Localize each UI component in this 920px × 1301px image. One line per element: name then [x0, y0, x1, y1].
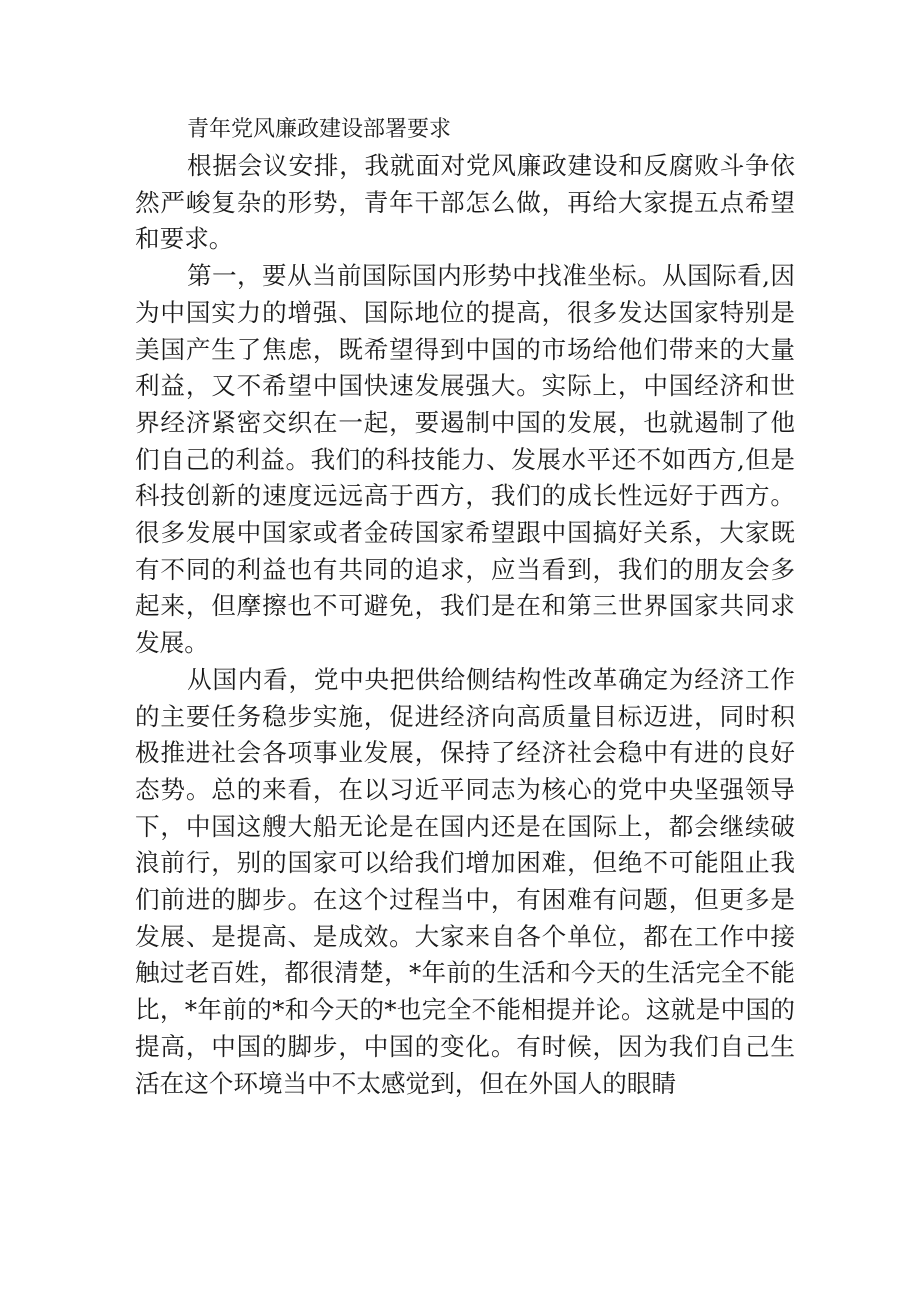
paragraph-international: 第一，要从当前国际国内形势中找准坐标。从国际看,因为中国实力的增强、国际地位的提高，很多发达国家特别是美国产生了焦虑，既希望得到中国的市场给他们带来的大量利益，又不希望中国快速发展强大。实际上，中国经济和世界经济紧密交织在一起，要遏制中国的发展，也就遏制了他们自己的利益。我们的科技能力、发展水平还不如西方,但是科技创新的速度远远高于西方，我们的成长性远好于西方。很多发展中国家或者金砖国家希望跟中国搞好关系，大家既有不同的利益也有共同的追求，应当看到，我们的朋友会多起来，但摩擦也不可避免，我们是在和第三世界国家共同求发展。: [135, 261, 795, 658]
paragraph-intro: 根据会议安排，我就面对党风廉政建设和反腐败斗争依然严峻复杂的形势，青年干部怎么做，再给大家提五点希望和要求。: [135, 151, 795, 254]
document-body: [135, 112, 795, 1102]
document-title: 青年党风廉政建设部署要求: [187, 117, 452, 142]
paragraph-domestic: 从国内看，党中央把供给侧结构性改革确定为经济工作的主要任务稳步实施，促进经济向高质量目标迈进，同时积极推进社会各项事业发展，保持了经济社会稳中有进的良好态势。总的来看，在以习近平同志为核心的党中央坚强领导下，中国这艘大船无论是在国内还是在国际上，都会继续破浪前行，别的国家可以给我们增加困难，但绝不可能阻止我们前进的脚步。在这个过程当中，有困难有问题，但更多是发展、是提高、是成效。大家来自各个单位，都在工作中接触过老百姓，都很清楚，*年前的生活和今天的生活完全不能比，*年前的*和今天的*也完全不能相提并论。这就是中国的提高，中国的脚步，中国的变化。有时候，因为我们自己生活在这个环境当中不太感觉到，但在外国人的眼睛: [135, 664, 795, 1098]
